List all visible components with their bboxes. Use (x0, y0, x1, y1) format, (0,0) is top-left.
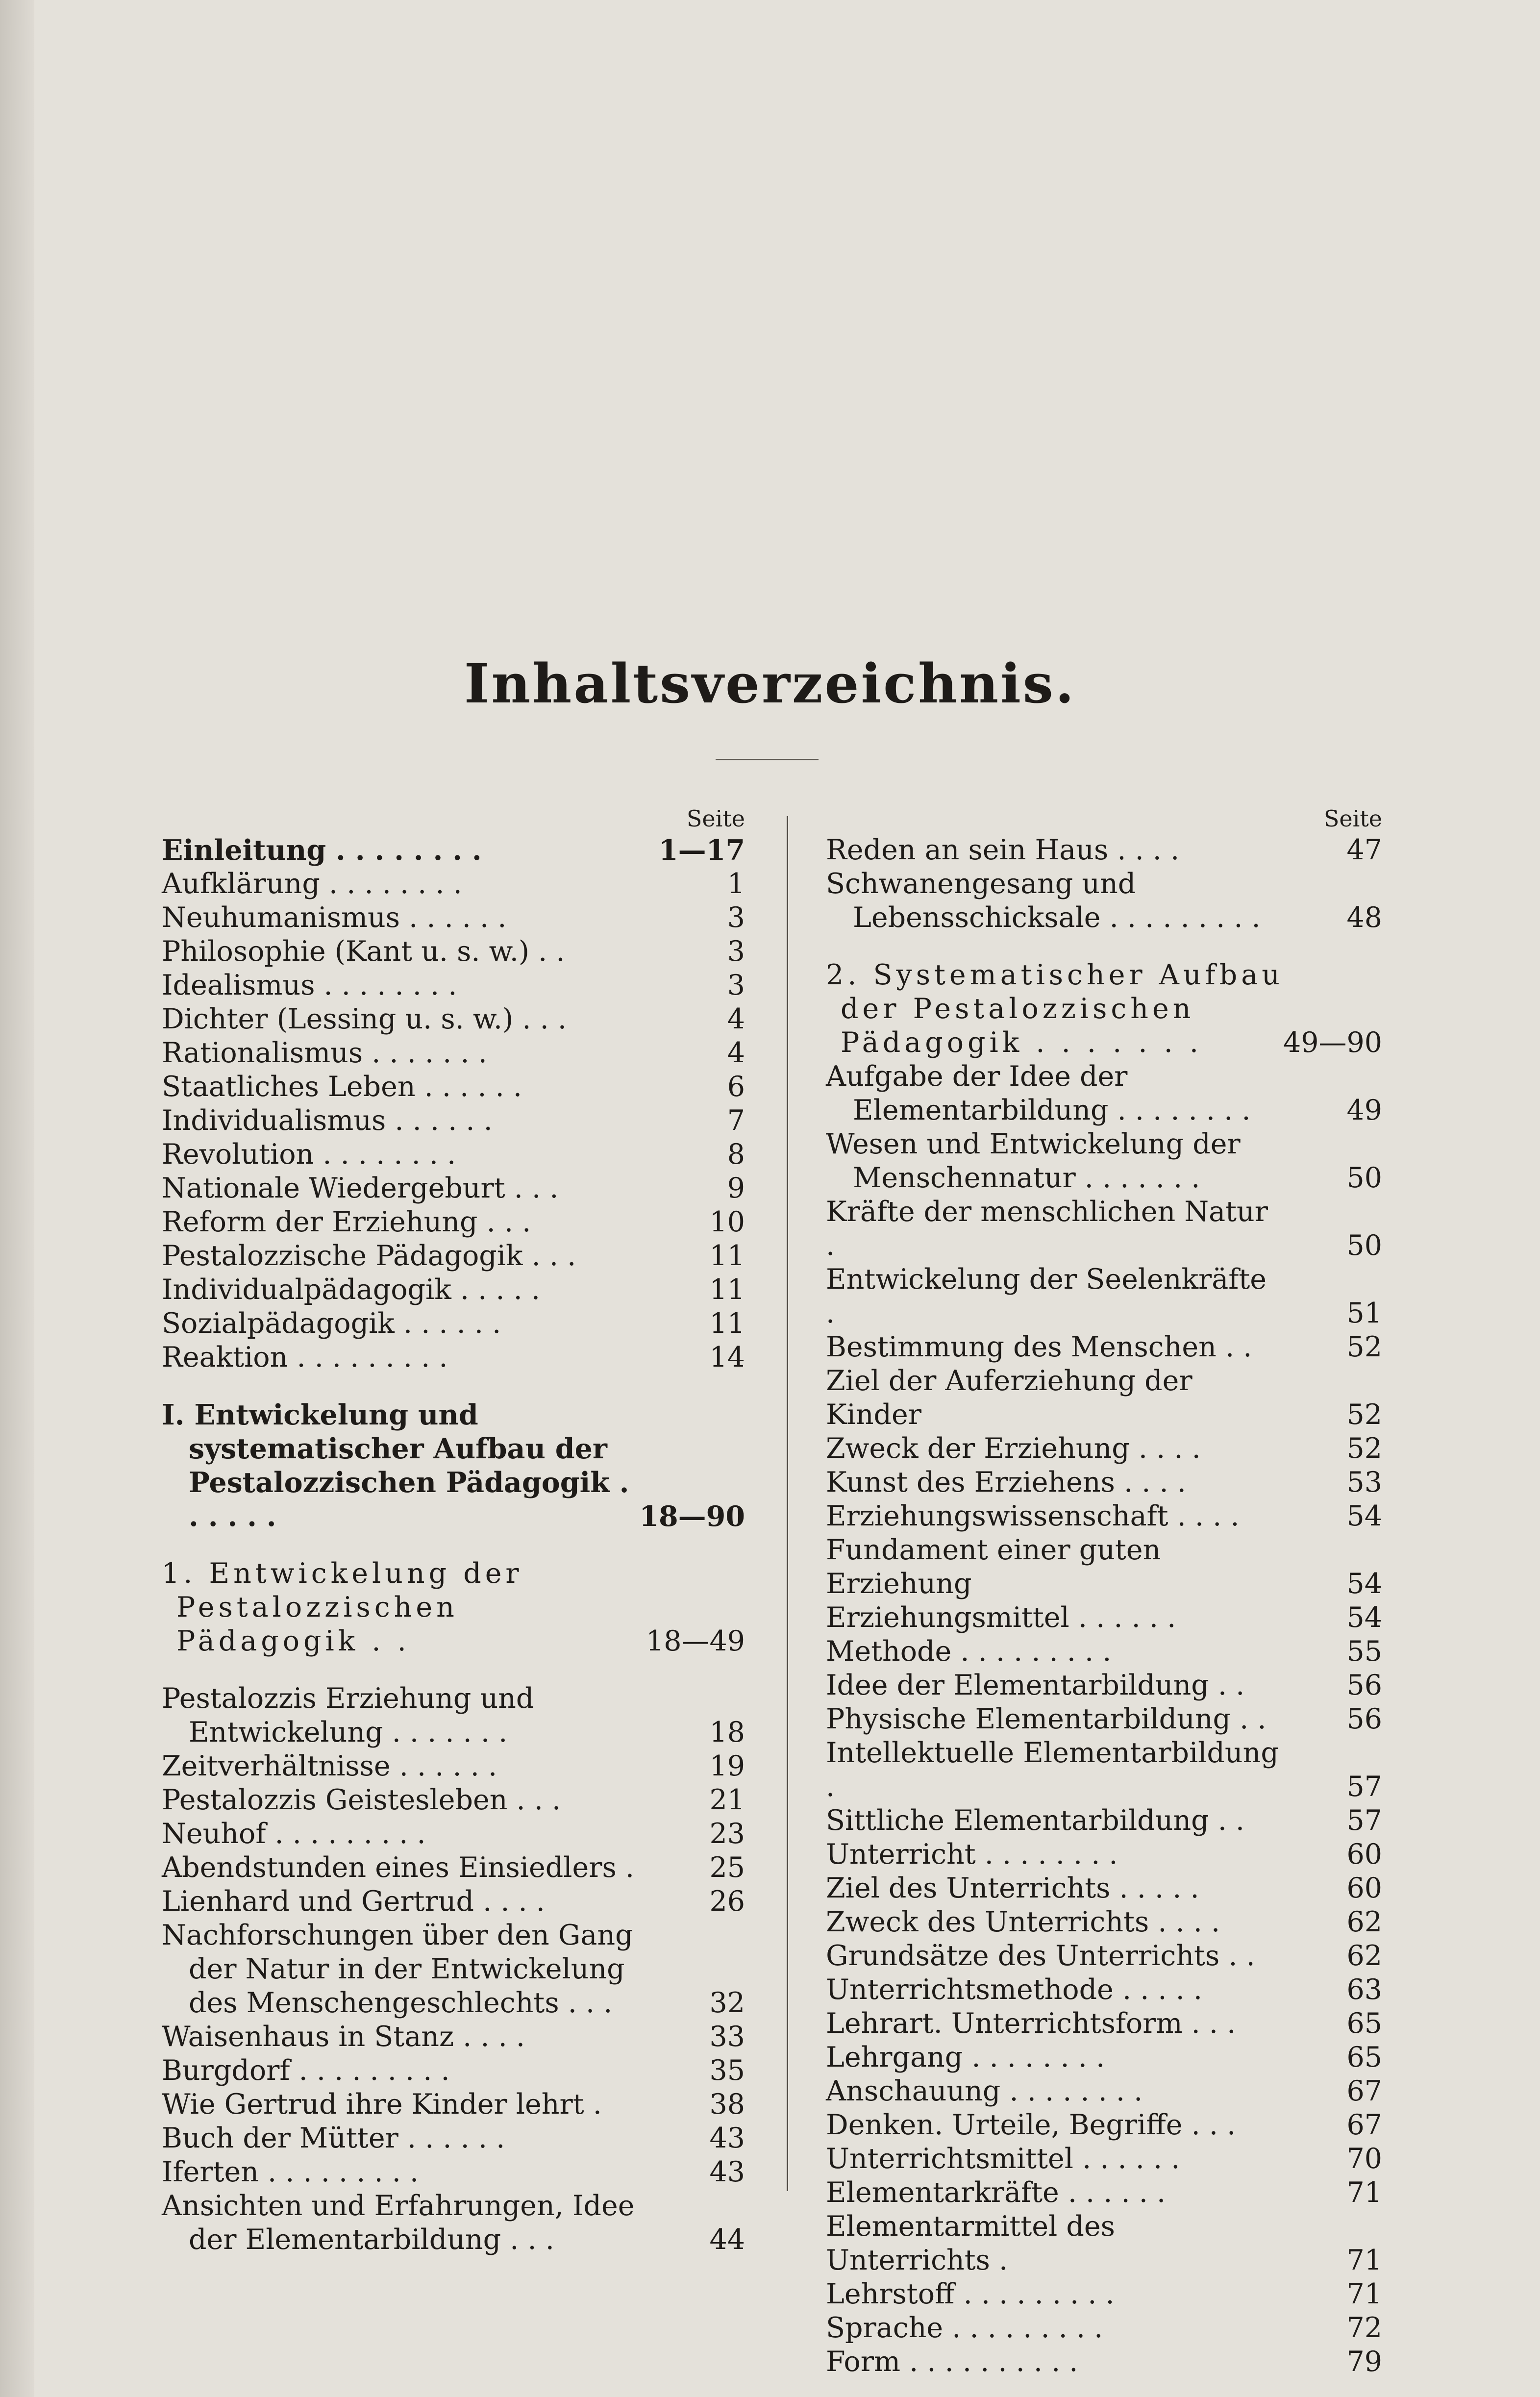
toc-entry: Denken. Urteile, Begriffe . . . 67 (826, 2109, 1382, 2141)
toc-entry: Lehrgang . . . . . . . . 65 (826, 2041, 1382, 2073)
toc-entry: Einleitung . . . . . . . . 1—17 (162, 834, 745, 867)
toc-entry: Revolution . . . . . . . . 8 (162, 1138, 745, 1171)
toc-entry: Waisenhaus in Stanz . . . . 33 (162, 2021, 745, 2053)
toc-entry: Lehrstoff . . . . . . . . . 71 (826, 2278, 1382, 2310)
toc-entry: Sittliche Elementarbildung . . 57 (826, 1804, 1382, 1837)
toc-entry: Buch der Mütter . . . . . . 43 (162, 2122, 745, 2154)
toc-entry: Individualismus . . . . . . 7 (162, 1104, 745, 1137)
toc-entry: Neuhof . . . . . . . . . 23 (162, 1818, 745, 1850)
toc-entry: Bestimmung des Menschen . . 52 (826, 1331, 1382, 1363)
toc-section-heading: 1. Entwickelung der Pestalozzischen Pädagogik . . 18—49 (162, 1557, 745, 1657)
seite-heading-right: Seite (1323, 805, 1382, 832)
toc-entry: Zeitverhältnisse . . . . . . 19 (162, 1750, 745, 1782)
toc-entry: Elementarkräfte . . . . . . 71 (826, 2176, 1382, 2209)
toc-entry: Pestalozzische Pädagogik . . . 11 (162, 1240, 745, 1272)
toc-section-heading: 2. Systematischer Aufbau der Pestalozzischen Pädagogik . . . . . . . 49—90 (826, 959, 1382, 1059)
toc-entry: Reform der Erziehung . . . 10 (162, 1206, 745, 1238)
toc-entry: Sozialpädagogik . . . . . . 11 (162, 1307, 745, 1340)
page-spine-shadow (0, 0, 34, 2397)
toc-entry: Zweck der Erziehung . . . . 52 (826, 1432, 1382, 1465)
toc-entry: Kunst des Erziehens . . . . 53 (826, 1466, 1382, 1498)
toc-entry: Unterricht . . . . . . . . 60 (826, 1838, 1382, 1871)
toc-right-column (826, 804, 1382, 2379)
toc-entry: Lehrart. Unterrichtsform . . . 65 (826, 2007, 1382, 2040)
toc-entry: Elementarmittel des Unterrichts . 71 (826, 2210, 1382, 2276)
toc-entry: Idee der Elementarbildung . . 56 (826, 1669, 1382, 1701)
toc-left-column (162, 804, 745, 2257)
toc-entry: Nachforschungen über den Gang der Natur in der Entwickelung des Menschengeschlechts . . . 32 (162, 1919, 745, 2019)
toc-entry: Wesen und Entwickelung der Menschennatur . . . . . . . 50 (826, 1128, 1382, 1194)
toc-entry: Aufklärung . . . . . . . . 1 (162, 868, 745, 900)
toc-entry: Ansichten und Erfahrungen, Idee der Elementarbildung . . . 44 (162, 2190, 745, 2256)
page-title: Inhaltsverzeichnis. (464, 652, 1076, 715)
toc-entry: Philosophie (Kant u. s. w.) . . 3 (162, 935, 745, 968)
toc-entry: Staatliches Leben . . . . . . 6 (162, 1071, 745, 1103)
toc-entry: Entwickelung der Seelenkräfte . 51 (826, 1263, 1382, 1329)
toc-entry: Sprache . . . . . . . . . 72 (826, 2312, 1382, 2344)
toc-entry: Nationale Wiedergeburt . . . 9 (162, 1172, 745, 1204)
column-divider (787, 816, 788, 2191)
toc-entry: Individualpädagogik . . . . . 11 (162, 1273, 745, 1306)
toc-entry: Kräfte der menschlichen Natur . 50 (826, 1196, 1382, 1262)
toc-entry: Abendstunden eines Einsiedlers . 25 (162, 1851, 745, 1884)
toc-entry: Physische Elementarbildung . . 56 (826, 1703, 1382, 1735)
toc-entry: Rationalismus . . . . . . . 4 (162, 1037, 745, 1069)
title-rule (716, 759, 819, 760)
toc-entry: Ziel des Unterrichts . . . . . 60 (826, 1872, 1382, 1904)
toc-entry: Zweck des Unterrichts . . . . 62 (826, 1906, 1382, 1938)
toc-entry: Iferten . . . . . . . . . 43 (162, 2156, 745, 2188)
toc-entry: Intellektuelle Elementarbildung . 57 (826, 1737, 1382, 1803)
toc-entry: Aufgabe der Idee der Elementarbildung . . . . . . . . 49 (826, 1060, 1382, 1126)
toc-entry: Erziehungsmittel . . . . . . 54 (826, 1601, 1382, 1634)
toc-entry: Unterrichtsmethode . . . . . 63 (826, 1973, 1382, 2006)
toc-entry: Idealismus . . . . . . . . 3 (162, 969, 745, 1001)
toc-entry: Reden an sein Haus . . . . 47 (826, 834, 1382, 866)
toc-entry: Erziehungswissenschaft . . . . 54 (826, 1500, 1382, 1532)
seite-heading-left: Seite (686, 805, 745, 832)
toc-entry: Wie Gertrud ihre Kinder lehrt . 38 (162, 2088, 745, 2121)
toc-entry: Methode . . . . . . . . . 55 (826, 1635, 1382, 1668)
toc-part-heading: I. Entwickelung und systematischer Aufbau der Pestalozzischen Pädagogik . . . . . . 18—90 (162, 1398, 745, 1533)
toc-entry: Dichter (Lessing u. s. w.) . . . 4 (162, 1003, 745, 1035)
toc-entry: Anschauung . . . . . . . . 67 (826, 2075, 1382, 2107)
toc-entry: Neuhumanismus . . . . . . 3 (162, 901, 745, 934)
toc-entry: Form . . . . . . . . . . 79 (826, 2346, 1382, 2378)
toc-entry: Burgdorf . . . . . . . . . 35 (162, 2054, 745, 2087)
toc-entry: Lienhard und Gertrud . . . . 26 (162, 1885, 745, 1918)
toc-entry: Schwanengesang und Lebensschicksale . . . . . . . . . 48 (826, 868, 1382, 934)
toc-entry: Reaktion . . . . . . . . . 14 (162, 1341, 745, 1373)
toc-entry: Grundsätze des Unterrichts . . 62 (826, 1940, 1382, 1972)
toc-entry: Ziel der Auferziehung der Kinder 52 (826, 1365, 1382, 1431)
toc-entry: Unterrichtsmittel . . . . . . 70 (826, 2143, 1382, 2175)
toc-entry: Fundament einer guten Erziehung 54 (826, 1534, 1382, 1600)
toc-entry: Pestalozzis Erziehung und Entwickelung . . . . . . . 18 (162, 1682, 745, 1748)
toc-entry: Pestalozzis Geistesleben . . . 21 (162, 1784, 745, 1816)
